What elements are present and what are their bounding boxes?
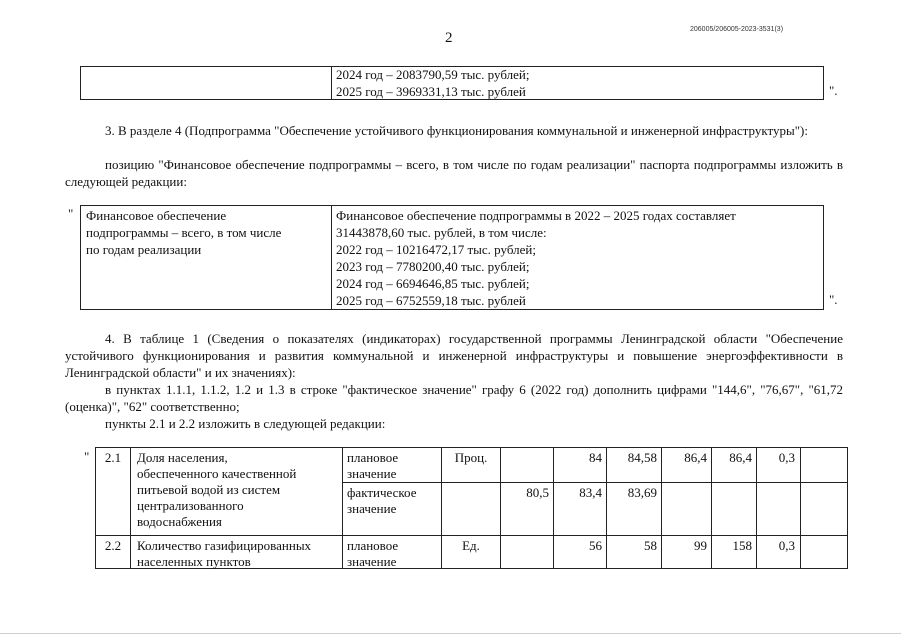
section3-heading: 3. В разделе 4 (Подпрограмма "Обеспечение устойчивого функционирования коммунальной и инженерной инфраструктуры"): — [105, 123, 808, 138]
indicator-name-line: питьевой водой из систем — [137, 482, 281, 497]
fact-label — [347, 485, 416, 517]
fact-value: 80,5 — [526, 485, 549, 500]
indicator-name — [137, 538, 342, 570]
finance-value-line: Финансовое обеспечение подпрограммы в 2022 – 2025 годах составляет — [336, 208, 736, 223]
plan-label — [347, 538, 398, 570]
close-quote: ". — [829, 83, 838, 98]
finance-value-line: 2024 год – 6694646,85 тыс. рублей; — [336, 276, 530, 291]
plan-label-line: значение — [347, 466, 397, 481]
fact-value: 83,4 — [579, 485, 602, 500]
plan-value: 99 — [694, 538, 707, 553]
plan-value: 58 — [644, 538, 657, 553]
row-number: 2.1 — [104, 450, 122, 465]
unit: Проц. — [454, 450, 488, 465]
finance-value-line: 2025 год – 6752559,18 тыс. рублей — [336, 293, 526, 308]
fact-label-line: значение — [347, 501, 397, 516]
plan-value: 86,4 — [729, 450, 752, 465]
indicator-name-line: населенных пунктов — [137, 554, 251, 569]
section4-instruction-1: в пунктах 1.1.1, 1.1.2, 1.2 и 1.3 в строке "фактическое значение" графу 6 (2022 год) дополнить цифрами "144,6", "76,67", "61,72 (оценка)", "62" соответственно; — [65, 382, 843, 414]
plan-label-line: плановое — [347, 538, 399, 553]
finance-value-line: 2023 год – 7780200,40 тыс. рублей; — [336, 259, 530, 274]
scan-edge-divider — [0, 633, 901, 634]
indicator-name-line: водоснабжения — [137, 514, 222, 529]
top-table-line: 2025 год – 3969331,13 тыс. рублей — [336, 84, 526, 99]
indicator-name-line: Доля населения, — [137, 450, 228, 465]
close-quote: ". — [829, 292, 838, 307]
finance-label-line: Финансовое обеспечение — [86, 208, 227, 223]
top-table-line: 2024 год – 2083790,59 тыс. рублей; — [336, 67, 530, 82]
plan-value: 56 — [589, 538, 602, 553]
plan-value: 158 — [732, 538, 752, 553]
indicator-name-line: Количество газифицированных — [137, 538, 312, 553]
section4-instruction-2: пункты 2.1 и 2.2 изложить в следующей редакции: — [105, 416, 386, 431]
plan-label-line: плановое — [347, 450, 399, 465]
row-number: 2.2 — [104, 538, 122, 553]
open-quote: " — [68, 206, 74, 221]
plan-label — [347, 450, 398, 482]
page-number: 2 — [445, 30, 453, 46]
indicator-name-line: обеспеченного качественной — [137, 466, 297, 481]
plan-value: 84,58 — [627, 450, 657, 465]
section3-instruction: позицию "Финансовое обеспечение подпрограммы – всего, в том числе по годам реализации" паспорта подпрограммы изложить в следующей редакции: — [65, 157, 843, 189]
plan-label-line: значение — [347, 554, 397, 569]
plan-value: 0,3 — [778, 538, 795, 553]
document-id: 206005/206005-2023-3531(3) — [690, 26, 784, 33]
fact-label-line: фактическое — [347, 485, 417, 500]
section4-heading: 4. В таблице 1 (Сведения о показателях (индикаторах) государственной программы Ленинградской области "Обеспечение устойчивого функционирования и развития коммунальной и инженерной инфраструктуры и повышение энергоэффективности в Ленинградской области" и их значениях): — [65, 331, 843, 380]
finance-label-line: по годам реализации — [86, 242, 202, 257]
indicator-name-line: централизованного — [137, 498, 244, 513]
finance-label-line: подпрограммы – всего, в том числе — [86, 225, 282, 240]
indicator-name — [137, 450, 342, 530]
plan-value: 0,3 — [778, 450, 795, 465]
finance-value-line: 2022 год – 10216472,17 тыс. рублей; — [336, 242, 536, 257]
plan-value: 86,4 — [684, 450, 707, 465]
plan-value: 84 — [589, 450, 602, 465]
unit: Ед. — [462, 538, 480, 553]
finance-value-line: 31443878,60 тыс. рублей, в том числе: — [336, 225, 547, 240]
fact-value: 83,69 — [627, 485, 657, 500]
open-quote: " — [84, 449, 90, 464]
